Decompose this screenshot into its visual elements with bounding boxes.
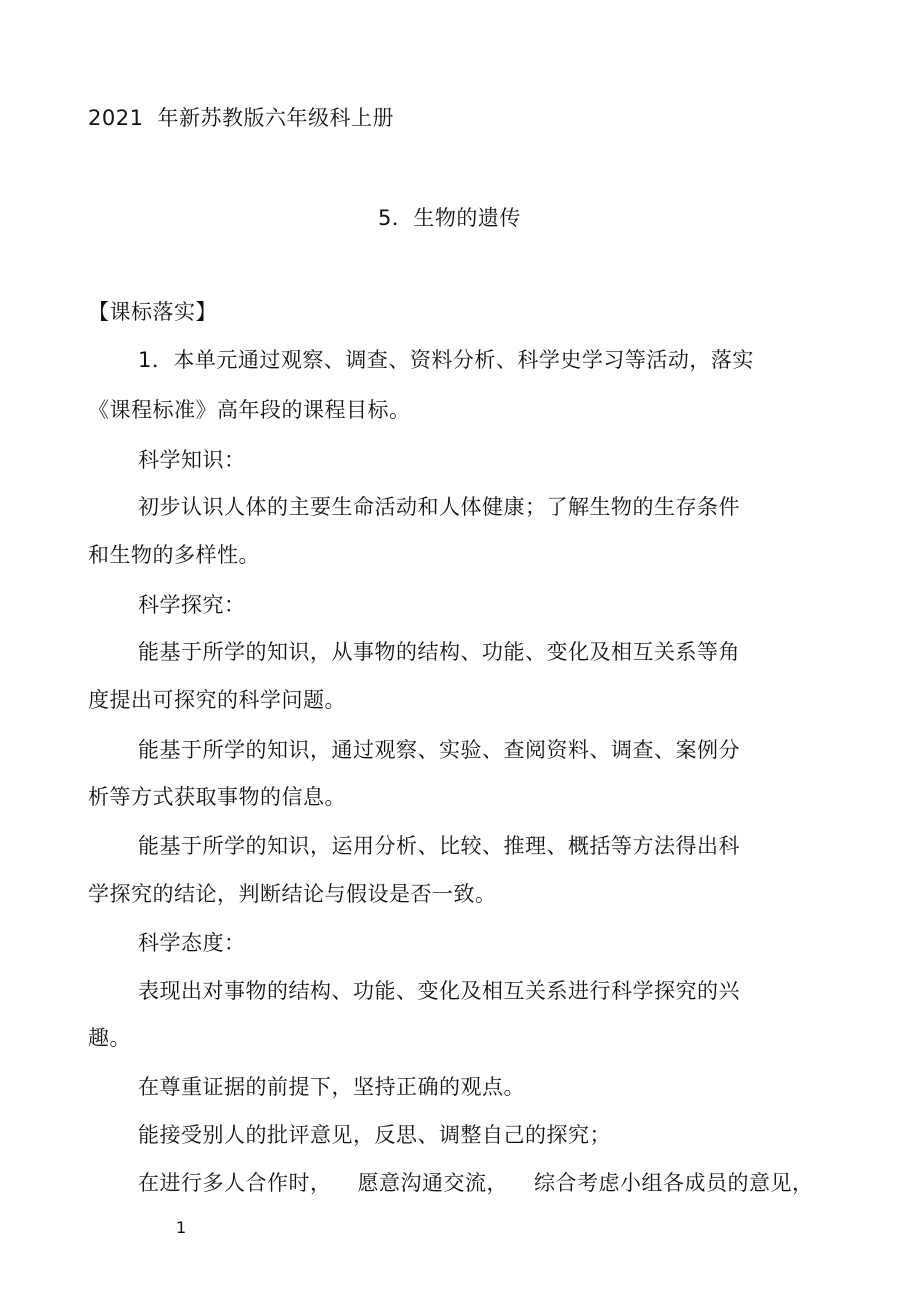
paragraph-line: 1．本单元通过观察、调查、资料分析、科学史学习等活动，落实 <box>138 348 754 372</box>
paragraph-line: 和生物的多样性。 <box>88 543 260 567</box>
paragraph-line: 能基于所学的知识，通过观察、实验、查阅资料、调查、案例分 <box>138 738 740 762</box>
page-number: 1 <box>176 1218 187 1237</box>
document-year: 2021 <box>88 106 144 130</box>
document-title <box>88 104 394 132</box>
paragraph-segment: 在进行多人合作时， <box>138 1171 332 1195</box>
paragraph-segment: 愿意沟通交流， <box>357 1171 508 1195</box>
paragraph-line: 在尊重证据的前提下，坚持正确的观点。 <box>138 1075 525 1099</box>
paragraph-line: 《课程标准》高年段的课程目标。 <box>88 398 411 422</box>
paragraph-line: 趣。 <box>88 1026 131 1050</box>
paragraph-line: 表现出对事物的结构、功能、变化及相互关系进行科学探究的兴 <box>138 979 740 1003</box>
chapter-title: 5．生物的遗传 <box>378 206 521 230</box>
paragraph-line <box>138 1169 814 1197</box>
section-heading: 【课标落实】 <box>88 300 217 324</box>
paragraph-segment: 综合考虑小组各成员的意见， <box>534 1171 814 1195</box>
paragraph-line: 能接受别人的批评意见，反思、调整自己的探究； <box>138 1123 611 1147</box>
paragraph-line: 析等方式获取事物的信息。 <box>88 785 346 809</box>
subheading-knowledge: 科学知识： <box>138 448 246 472</box>
subheading-attitude: 科学态度： <box>138 931 246 955</box>
document-title-text: 年新苏教版六年级科上册 <box>157 106 394 130</box>
subheading-inquiry: 科学探究： <box>138 593 246 617</box>
paragraph-line: 度提出可探究的科学问题。 <box>88 688 346 712</box>
paragraph-line: 能基于所学的知识，从事物的结构、功能、变化及相互关系等角 <box>138 640 740 664</box>
paragraph-line: 初步认识人体的主要生命活动和人体健康；了解生物的生存条件 <box>138 495 740 519</box>
paragraph-line: 学探究的结论，判断结论与假设是否一致。 <box>88 882 497 906</box>
paragraph-line: 能基于所学的知识，运用分析、比较、推理、概括等方法得出科 <box>138 834 740 858</box>
